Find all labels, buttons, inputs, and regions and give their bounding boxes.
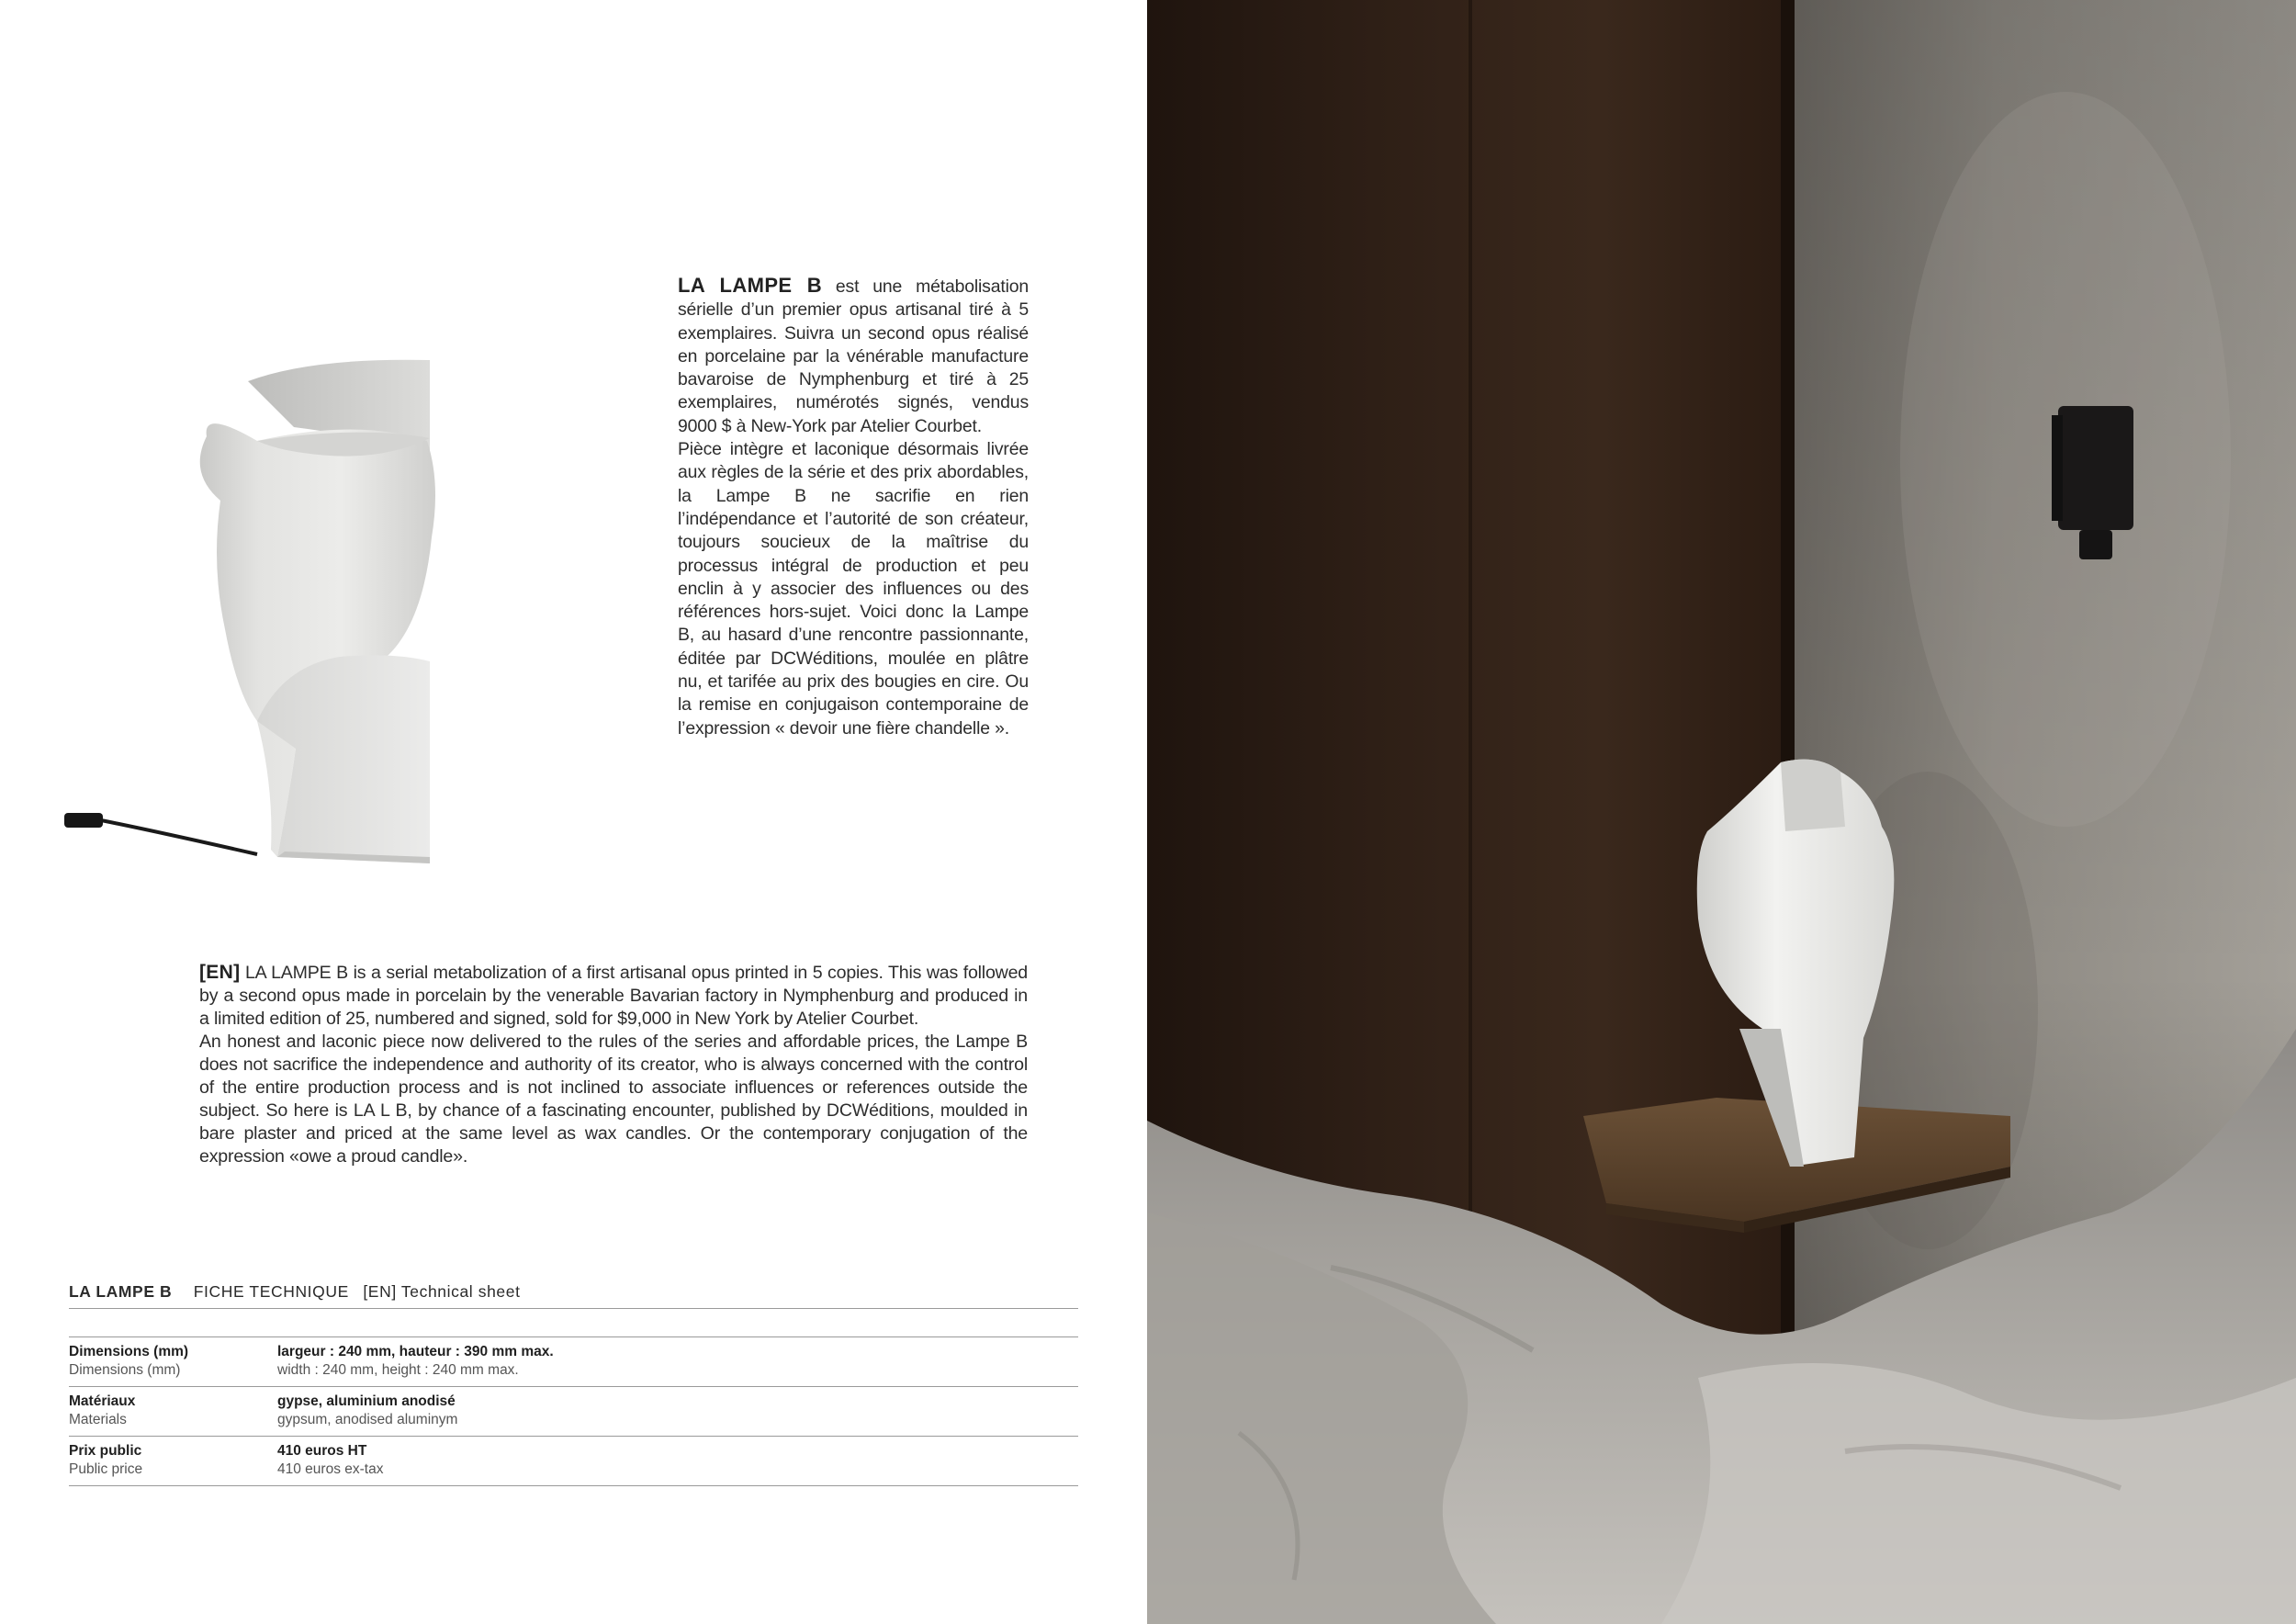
bedroom-photo — [1147, 0, 2296, 1624]
french-description — [678, 274, 1029, 740]
tech-label-en: Dimensions (mm) — [69, 1362, 181, 1378]
tech-value-en: width : 240 mm, height : 240 mm max. — [277, 1362, 519, 1378]
lamp-illustration — [64, 354, 523, 868]
english-description — [199, 961, 1028, 1168]
tech-row-materials — [69, 1387, 1078, 1437]
tech-row-price — [69, 1437, 1078, 1486]
tech-row-dimensions — [69, 1337, 1078, 1387]
english-paragraph-1-text: LA LAMPE B is a serial metabolization of a first artisanal opus printed in 5 copies. This was followed by a second opus made in porcelain by the venerable Bavarian factory in Nymphenburg and produced in a limited edition of 25, numbered and signed, sold for $9,000 in New York by Atelier Courbet. — [199, 963, 1028, 1029]
tech-value-fr: largeur : 240 mm, hauteur : 390 mm max. — [277, 1344, 554, 1359]
technical-sheet — [69, 1282, 1078, 1486]
bedroom-scene — [1147, 0, 2296, 1624]
tech-value-fr: 410 euros HT — [277, 1443, 367, 1459]
tech-value-fr: gypse, aluminium anodisé — [277, 1393, 456, 1409]
product-title: LA LAMPE B — [678, 274, 822, 297]
tech-value — [277, 1442, 383, 1479]
tech-label-fr: Dimensions (mm) — [69, 1344, 189, 1359]
technical-sheet-spacer — [69, 1309, 1078, 1337]
technical-sheet-title-fr: FICHE TECHNIQUE — [193, 1282, 349, 1301]
technical-sheet-title-en: [EN] Technical sheet — [363, 1282, 521, 1301]
tech-value — [277, 1343, 554, 1380]
french-paragraph-2: Pièce intègre et laconique désormais livrée aux règles de la série et des prix abordables, la Lampe B ne sacrifie en rien l’indépendance et l’autorité de son créateur, toujours soucieux de la maîtrise du processus intégral de production et peu enclin à y associer des influences ou des références hors-sujet. Voici donc la Lampe B, au hasard d’une rencontre passionnante, éditée par DCWéditions, moulée en plâtre nu, et tarifée au prix des bougies en cire. Ou la remise en conjugaison contemporaine de l’expression « devoir une fière chandelle ». — [678, 439, 1029, 739]
tech-value-en: gypsum, anodised aluminym — [277, 1412, 458, 1427]
technical-sheet-header — [69, 1282, 1078, 1309]
tech-label-en: Public price — [69, 1461, 143, 1477]
product-image — [64, 354, 523, 868]
technical-sheet-product-name: LA LAMPE B — [69, 1282, 173, 1301]
french-paragraph-1-text: est une métabolisation sérielle d’un premier opus artisanal tiré à 5 exemplaires. Suivra un second opus réalisé en porcelaine par la vénérable manufacture bavaroise de Nymphenburg et tiré à 25 exemplaires, numérotés signés, vendus 9000 $ à New-York par Atelier Courbet. — [678, 276, 1030, 436]
tech-value — [277, 1393, 457, 1429]
tech-value-en: 410 euros ex-tax — [277, 1461, 384, 1477]
english-paragraph-2: An honest and laconic piece now delivered to the rules of the series and affordable prices, the Lampe B does not sacrifice the independence and authority of its creator, who is always concerned with the control of the entire production process and is not inclined to associate influences or references outside the subject. So here is LA L B, by chance of a fascinating encounter, published by DCWéditions, moulded in bare plaster and priced at the same level as wax candles. Or the contemporary conjugation of the expression «owe a proud candle». — [199, 1032, 1028, 1167]
tech-label-fr: Prix public — [69, 1443, 142, 1459]
tech-label-en: Materials — [69, 1412, 127, 1427]
tech-label — [69, 1442, 277, 1479]
french-paragraph-1 — [678, 274, 1029, 438]
left-page — [0, 0, 1147, 1624]
english-paragraph-1 — [199, 961, 1028, 1031]
tech-label — [69, 1343, 277, 1380]
english-tag: [EN] — [199, 962, 241, 983]
tech-label-fr: Matériaux — [69, 1393, 136, 1409]
tech-label — [69, 1393, 277, 1429]
